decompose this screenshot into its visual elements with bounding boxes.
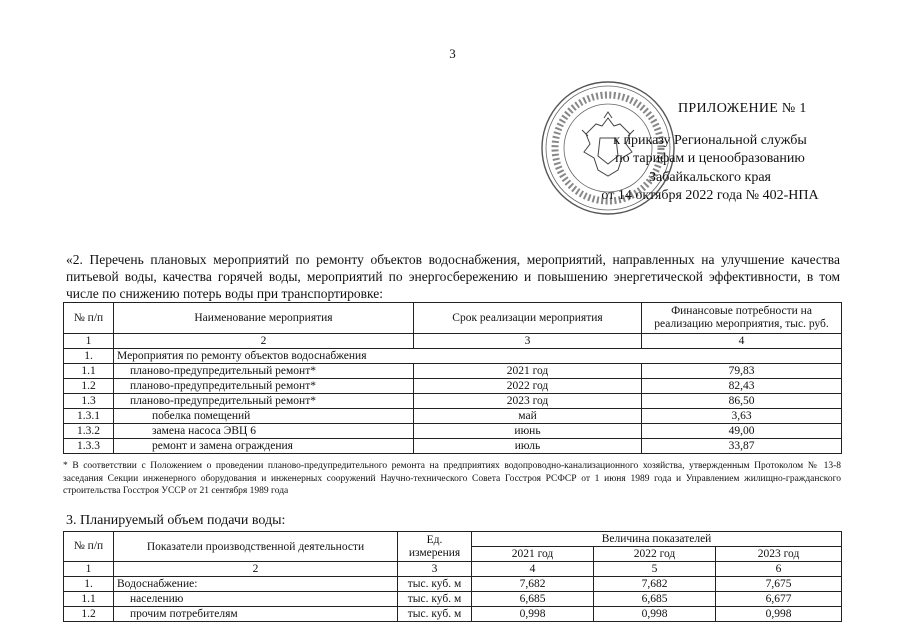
table-header-row xyxy=(64,303,842,334)
row-number: 1.1 xyxy=(64,592,114,607)
measure-name: планово-предупредительный ремонт* xyxy=(114,394,414,409)
table-row xyxy=(64,439,842,454)
col-header: Финансовые потребности на реализацию мероприятия, тыс. руб. xyxy=(642,303,842,334)
col-number: 2 xyxy=(114,334,414,349)
unit: тыс. куб. м xyxy=(398,577,472,592)
row-number: 1.2 xyxy=(64,379,114,394)
measure-cost: 82,43 xyxy=(642,379,842,394)
row-number: 1.2 xyxy=(64,607,114,622)
value-2022: 0,998 xyxy=(594,607,716,622)
measure-cost: 3,63 xyxy=(642,409,842,424)
measure-cost: 49,00 xyxy=(642,424,842,439)
col-header: № п/п xyxy=(64,303,114,334)
col-number: 2 xyxy=(114,562,398,577)
section-3-heading: 3. Планируемый объем подачи воды: xyxy=(66,513,286,528)
value-2021: 6,685 xyxy=(472,592,594,607)
table-row xyxy=(64,607,842,622)
measure-cost: 79,83 xyxy=(642,364,842,379)
unit: тыс. куб. м xyxy=(398,592,472,607)
measure-name: замена насоса ЭВЦ 6 xyxy=(114,424,414,439)
value-2021: 0,998 xyxy=(472,607,594,622)
measure-term: 2022 год xyxy=(414,379,642,394)
row-number: 1.3.2 xyxy=(64,424,114,439)
year-header: 2022 год xyxy=(594,547,716,562)
column-number-row xyxy=(64,334,842,349)
appendix-line: от 14 октября 2022 года № 402-НПА xyxy=(601,188,819,203)
row-number: 1. xyxy=(64,577,114,592)
row-number: 1. xyxy=(64,349,114,364)
col-number: 1 xyxy=(64,562,114,577)
col-number: 4 xyxy=(642,334,842,349)
col-header: Ед. измерения xyxy=(398,532,472,562)
table-row xyxy=(64,379,842,394)
col-header: Величина показателей xyxy=(472,532,842,547)
row-number: 1.3.3 xyxy=(64,439,114,454)
measure-name: побелка помещений xyxy=(114,409,414,424)
col-number: 1 xyxy=(64,334,114,349)
indicator-name: прочим потребителям xyxy=(114,607,398,622)
col-header: Срок реализации мероприятия xyxy=(414,303,642,334)
measure-cost: 33,87 xyxy=(642,439,842,454)
table-row xyxy=(64,394,842,409)
appendix-block xyxy=(560,100,860,206)
col-header: Показатели производственной деятельности xyxy=(114,532,398,562)
measure-term: июль xyxy=(414,439,642,454)
measure-name: планово-предупредительный ремонт* xyxy=(114,364,414,379)
indicator-name: населению xyxy=(114,592,398,607)
year-header: 2023 год xyxy=(716,547,842,562)
measure-cost: 86,50 xyxy=(642,394,842,409)
value-2023: 6,677 xyxy=(716,592,842,607)
col-header: Наименование мероприятия xyxy=(114,303,414,334)
col-number: 3 xyxy=(398,562,472,577)
table-row xyxy=(64,364,842,379)
table-row xyxy=(64,592,842,607)
value-2021: 7,682 xyxy=(472,577,594,592)
water-supply-volume-table xyxy=(63,531,842,622)
table-header-row xyxy=(64,532,842,547)
row-number: 1.3 xyxy=(64,394,114,409)
col-header: № п/п xyxy=(64,532,114,562)
section-2-heading: «2. Перечень плановых мероприятий по ремонту объектов водоснабжения, мероприятий, направленных на улучшение качества питьевой воды, качества горячей воды, мероприятий по энергосбережению и повышению энергетической эффективности, в том числе по снижению потерь воды при транспортировке: xyxy=(66,252,840,301)
unit: тыс. куб. м xyxy=(398,607,472,622)
value-2022: 6,685 xyxy=(594,592,716,607)
measure-term: июнь xyxy=(414,424,642,439)
col-number: 6 xyxy=(716,562,842,577)
year-header: 2021 год xyxy=(472,547,594,562)
table-row xyxy=(64,577,842,592)
value-2023: 7,675 xyxy=(716,577,842,592)
appendix-title: ПРИЛОЖЕНИЕ № 1 xyxy=(678,101,807,116)
appendix-line: по тарифам и ценообразованию xyxy=(615,151,805,166)
col-number: 3 xyxy=(414,334,642,349)
indicator-name: Водоснабжение: xyxy=(114,577,398,592)
appendix-line: к приказу Региональной службы xyxy=(613,132,807,148)
value-2023: 0,998 xyxy=(716,607,842,622)
table-row xyxy=(64,409,842,424)
measure-term: 2023 год xyxy=(414,394,642,409)
col-number: 5 xyxy=(594,562,716,577)
page-number: 3 xyxy=(449,46,456,61)
row-number: 1.1 xyxy=(64,364,114,379)
column-number-row xyxy=(64,562,842,577)
value-2022: 7,682 xyxy=(594,577,716,592)
measure-term: май xyxy=(414,409,642,424)
measure-name: планово-предупредительный ремонт* xyxy=(114,379,414,394)
footnote: * В соответствии с Положением о проведении планово-предупредительного ремонта на предприятиях водопроводно-канализационного хозяйства, утвержденным Протоколом № 13-8 заседания Секции инженерного оборудования и инженерных сооружений Научно-технического Совета Госстроя РСФСР от 1 июня 1989 года и Управлением жилищно-гражданского строительства Госстроя УССР от 21 сентября 1989 года xyxy=(63,461,841,496)
measure-term: 2021 год xyxy=(414,364,642,379)
col-number: 4 xyxy=(472,562,594,577)
table-row xyxy=(64,424,842,439)
measure-name: ремонт и замена ограждения xyxy=(114,439,414,454)
group-name: Мероприятия по ремонту объектов водоснабжения xyxy=(114,349,842,364)
row-number: 1.3.1 xyxy=(64,409,114,424)
appendix-line: Забайкальского края xyxy=(648,169,771,185)
repair-measures-table xyxy=(63,302,842,454)
table-row xyxy=(64,349,842,364)
